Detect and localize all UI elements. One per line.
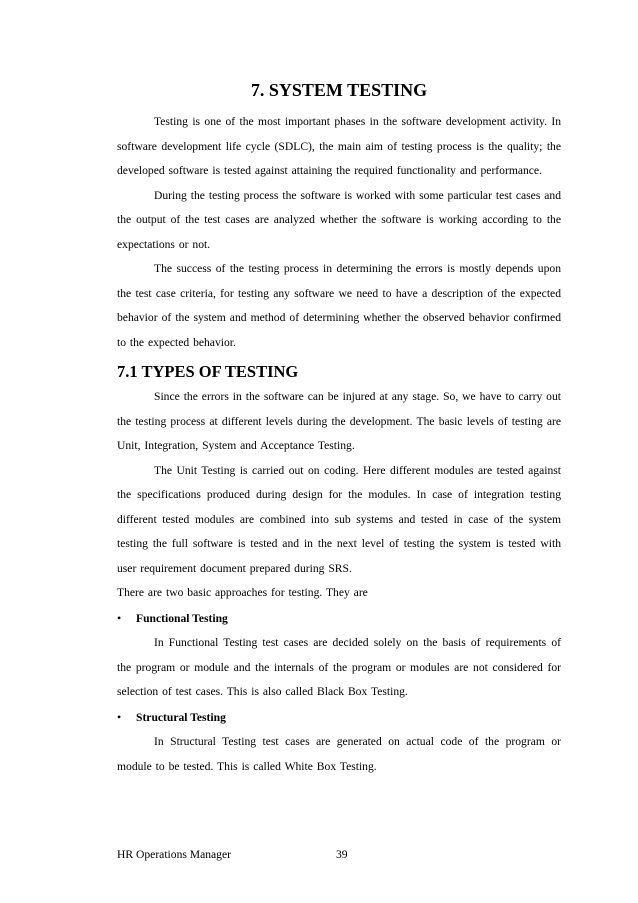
bullet-label: Structural Testing [136, 710, 226, 724]
intro-paragraph-2: During the testing process the software is worked with some particular test cases and the output of the test cases are analyzed whether the software is working according to the expectations or not. [117, 188, 561, 251]
chapter-title: 7. SYSTEM TESTING [250, 80, 428, 100]
section-paragraph-1: Since the errors in the software can be injured at any stage. So, we have to carry out the testing process at different levels during the development. The basic levels of testing are Unit, Integration, System and Acceptance Testing. [117, 390, 561, 452]
bullet-icon: • [117, 610, 122, 625]
footer-project-title: HR Operations Manager [117, 848, 231, 861]
bullet-icon: • [117, 709, 122, 724]
intro-paragraph-1: Testing is one of the most important phases in the software development activity. In software development life cycle (SDLC), the main aim of testing process is the quality; the developed software is tested against attaining the required functionality and performance. [117, 115, 561, 177]
bullet-structural-testing [117, 705, 561, 731]
structural-testing-paragraph: In Structural Testing test cases are generated on actual code of the program or module to be tested. This is called White Box Testing. [117, 735, 561, 773]
bullet-label: Functional Testing [136, 611, 228, 625]
section-paragraph-2: The Unit Testing is carried out on coding. Here different modules are tested against the specifications produced during design for the modules. In case of integration testing different tested modules are combined into sub systems and tested in case of the system testing the full software is tested and in the next level of testing the system is tested with user requirement document prepared during SRS. [117, 463, 561, 575]
section-heading: 7.1 TYPES OF TESTING [117, 362, 299, 381]
document-page [117, 78, 561, 779]
page-number: 39 [336, 848, 348, 861]
section-paragraph-3: There are two basic approaches for testing. They are [117, 586, 368, 599]
functional-testing-paragraph: In Functional Testing test cases are decided solely on the basis of requirements of the program or module and the internals of the program or modules are not considered for selection of test cases. This is also called Black Box Testing. [117, 636, 561, 698]
bullet-functional-testing [117, 606, 561, 632]
intro-paragraph-3: The success of the testing process in determining the errors is mostly depends upon the test case criteria, for testing any software we need to have a description of the expected behavior of the system and method of determining whether the observed behavior confirmed to the expected behavior. [117, 262, 561, 349]
